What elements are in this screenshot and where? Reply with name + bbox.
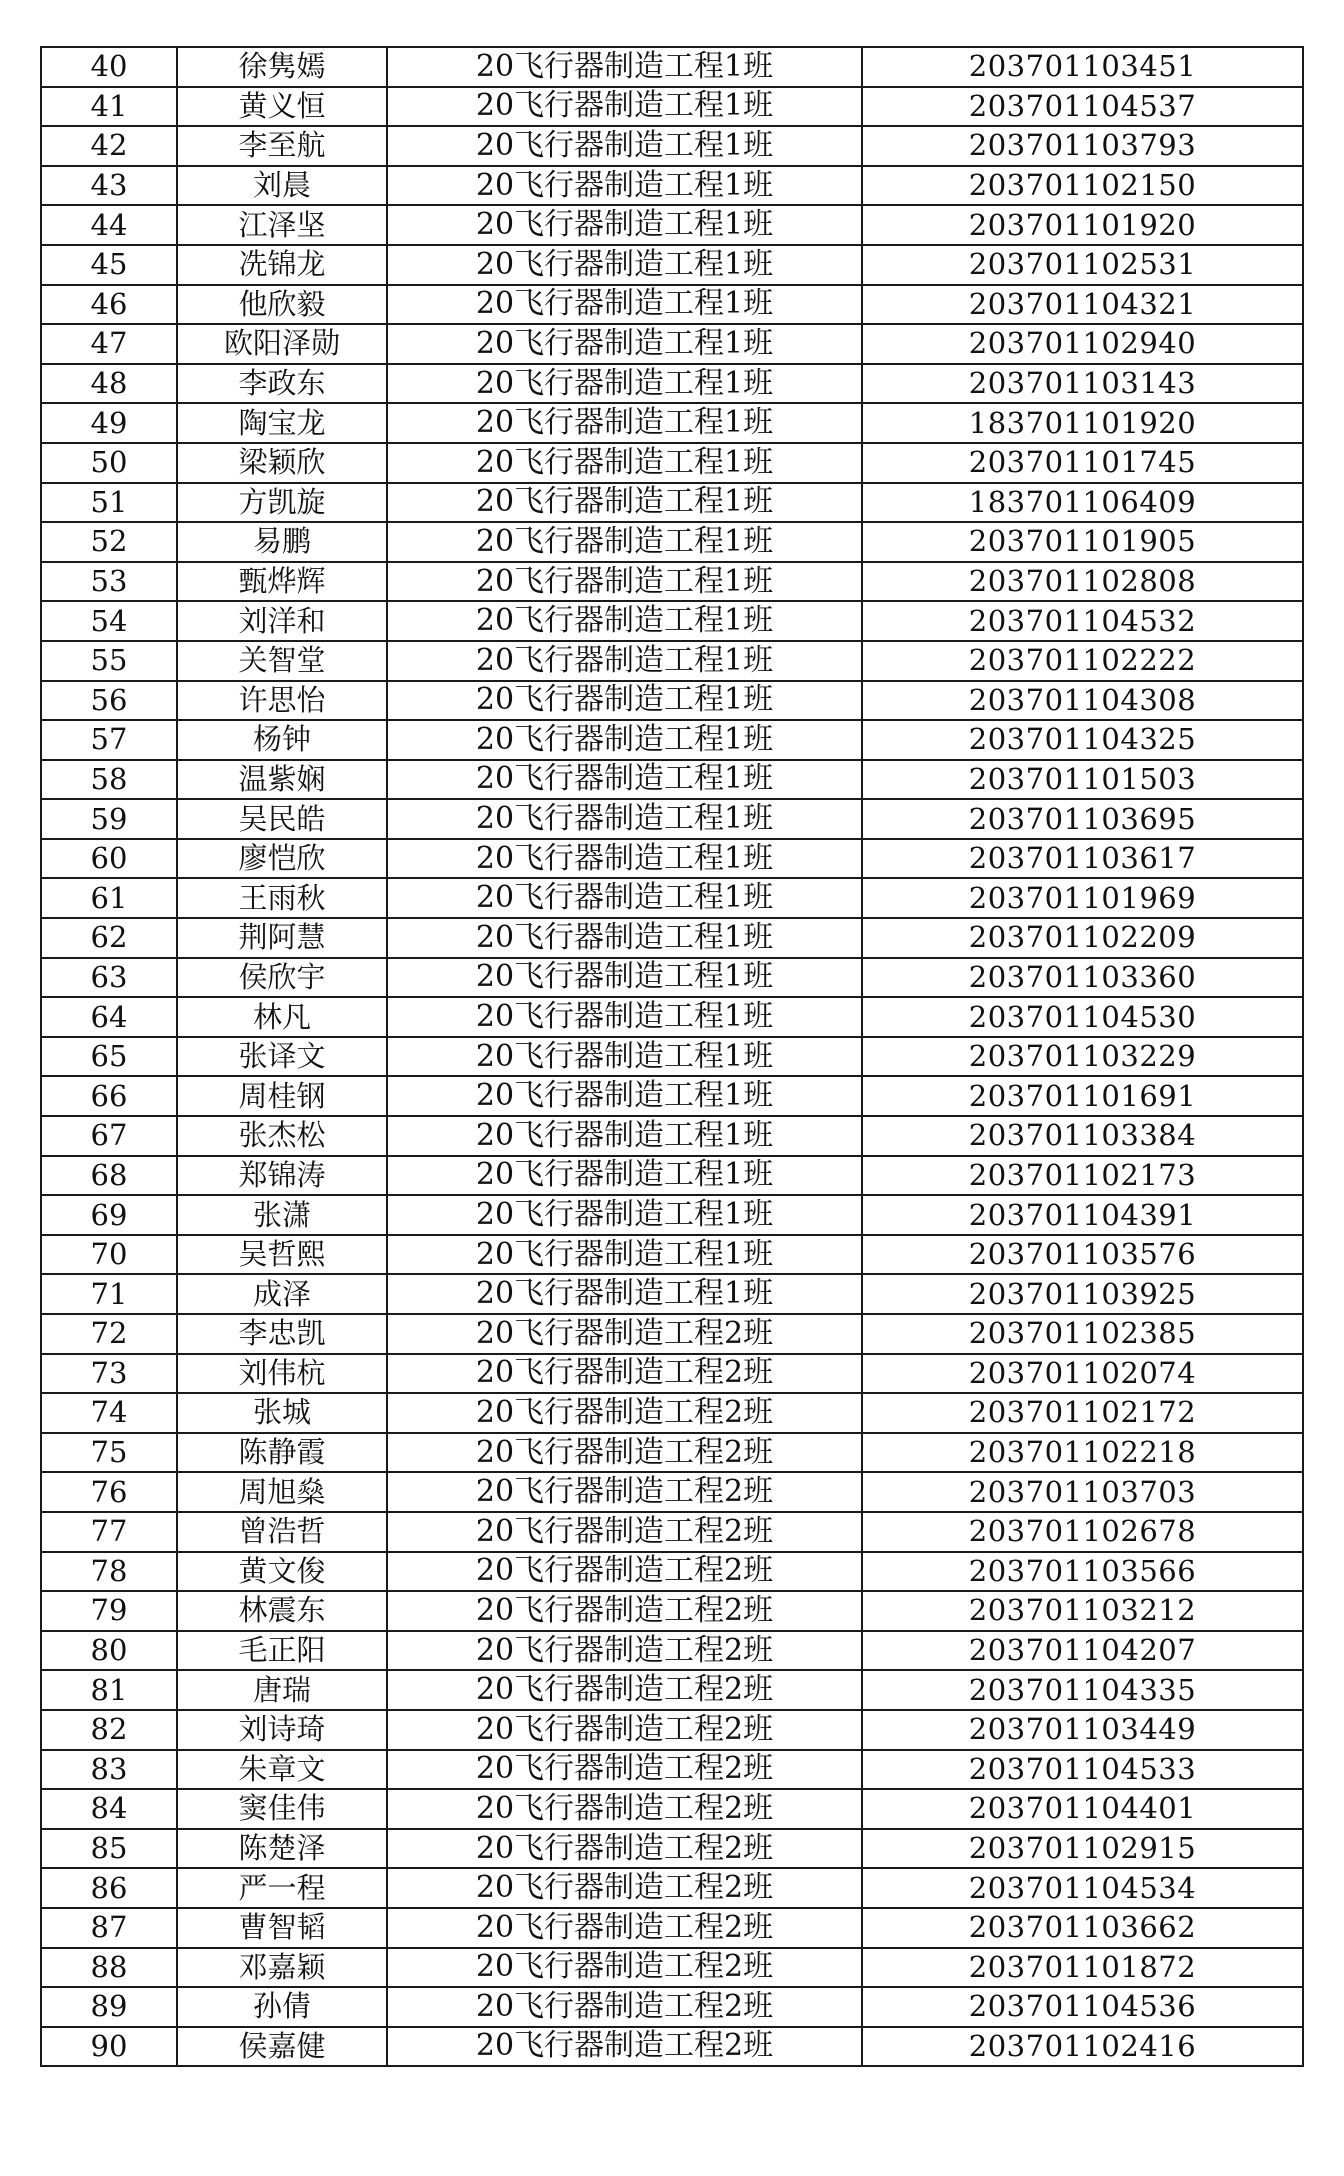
row-number-cell: 71 [41,1274,177,1314]
row-number-cell: 50 [41,443,177,483]
table-row [41,1195,1303,1235]
class-name-cell: 20飞行器制造工程2班 [387,1433,862,1473]
student-name-cell: 李忠凯 [177,1314,387,1354]
student-id-cell: 203701102940 [862,324,1303,364]
class-name-cell: 20飞行器制造工程1班 [387,47,862,87]
table-row [41,641,1303,681]
row-number-cell: 80 [41,1631,177,1671]
table-row [41,443,1303,483]
class-name-cell: 20飞行器制造工程1班 [387,1076,862,1116]
student-id-cell: 203701104207 [862,1631,1303,1671]
student-name-cell: 林凡 [177,997,387,1037]
table-row [41,1433,1303,1473]
row-number-cell: 87 [41,1908,177,1948]
student-id-cell: 203701103360 [862,958,1303,998]
row-number-cell: 82 [41,1710,177,1750]
row-number-cell: 79 [41,1591,177,1631]
student-id-cell: 203701104308 [862,681,1303,721]
student-id-cell: 203701101920 [862,205,1303,245]
class-name-cell: 20飞行器制造工程1班 [387,562,862,602]
student-name-cell: 毛正阳 [177,1631,387,1671]
student-id-cell: 203701103793 [862,126,1303,166]
row-number-cell: 42 [41,126,177,166]
row-number-cell: 90 [41,2027,177,2067]
student-id-cell: 203701101503 [862,760,1303,800]
student-id-cell: 203701103384 [862,1116,1303,1156]
student-id-cell: 203701103451 [862,47,1303,87]
class-name-cell: 20飞行器制造工程1班 [387,403,862,443]
student-id-cell: 203701103695 [862,799,1303,839]
student-id-cell: 203701104534 [862,1868,1303,1908]
row-number-cell: 62 [41,918,177,958]
student-id-cell: 203701102808 [862,562,1303,602]
student-id-cell: 203701104401 [862,1789,1303,1829]
student-id-cell: 203701104530 [862,997,1303,1037]
row-number-cell: 85 [41,1829,177,1869]
student-id-cell: 203701101969 [862,878,1303,918]
row-number-cell: 53 [41,562,177,602]
class-name-cell: 20飞行器制造工程2班 [387,1512,862,1552]
class-name-cell: 20飞行器制造工程1班 [387,1037,862,1077]
student-id-cell: 203701104391 [862,1195,1303,1235]
row-number-cell: 40 [41,47,177,87]
row-number-cell: 45 [41,245,177,285]
table-row [41,205,1303,245]
student-name-cell: 李政东 [177,364,387,404]
student-name-cell: 易鹏 [177,522,387,562]
class-name-cell: 20飞行器制造工程1班 [387,205,862,245]
student-name-cell: 周旭燊 [177,1472,387,1512]
table-row [41,601,1303,641]
class-name-cell: 20飞行器制造工程2班 [387,1670,862,1710]
class-name-cell: 20飞行器制造工程2班 [387,1750,862,1790]
table-row [41,87,1303,127]
row-number-cell: 47 [41,324,177,364]
class-name-cell: 20飞行器制造工程1班 [387,285,862,325]
student-name-cell: 朱章文 [177,1750,387,1790]
class-name-cell: 20飞行器制造工程1班 [387,878,862,918]
student-name-cell: 黄义恒 [177,87,387,127]
table-row [41,1631,1303,1671]
table-row [41,1393,1303,1433]
class-name-cell: 20飞行器制造工程2班 [387,1314,862,1354]
table-row [41,1314,1303,1354]
student-id-cell: 203701104321 [862,285,1303,325]
student-id-cell: 203701102172 [862,1393,1303,1433]
class-name-cell: 20飞行器制造工程2班 [387,1908,862,1948]
class-name-cell: 20飞行器制造工程1班 [387,799,862,839]
table-row [41,1868,1303,1908]
row-number-cell: 69 [41,1195,177,1235]
table-row [41,1829,1303,1869]
class-name-cell: 20飞行器制造工程1班 [387,126,862,166]
class-name-cell: 20飞行器制造工程1班 [387,1156,862,1196]
student-id-cell: 203701102150 [862,166,1303,206]
table-row [41,1156,1303,1196]
class-name-cell: 20飞行器制造工程2班 [387,1552,862,1592]
class-name-cell: 20飞行器制造工程1班 [387,997,862,1037]
student-name-cell: 刘诗琦 [177,1710,387,1750]
row-number-cell: 51 [41,483,177,523]
class-name-cell: 20飞行器制造工程2班 [387,1948,862,1988]
row-number-cell: 68 [41,1156,177,1196]
student-name-cell: 郑锦涛 [177,1156,387,1196]
row-number-cell: 70 [41,1235,177,1275]
student-name-cell: 吴民皓 [177,799,387,839]
row-number-cell: 81 [41,1670,177,1710]
table-row [41,681,1303,721]
table-row [41,1354,1303,1394]
class-name-cell: 20飞行器制造工程1班 [387,681,862,721]
student-id-cell: 203701101745 [862,443,1303,483]
class-name-cell: 20飞行器制造工程1班 [387,720,862,760]
row-number-cell: 55 [41,641,177,681]
table-row [41,285,1303,325]
student-id-cell: 203701103617 [862,839,1303,879]
student-name-cell: 成泽 [177,1274,387,1314]
student-id-cell: 203701102222 [862,641,1303,681]
table-row [41,1670,1303,1710]
row-number-cell: 75 [41,1433,177,1473]
table-row [41,483,1303,523]
student-name-cell: 张潇 [177,1195,387,1235]
student-name-cell: 侯欣宇 [177,958,387,998]
row-number-cell: 64 [41,997,177,1037]
student-name-cell: 严一程 [177,1868,387,1908]
row-number-cell: 67 [41,1116,177,1156]
row-number-cell: 89 [41,1987,177,2027]
row-number-cell: 44 [41,205,177,245]
student-id-cell: 203701102074 [862,1354,1303,1394]
student-id-cell: 203701103449 [862,1710,1303,1750]
class-name-cell: 20飞行器制造工程2班 [387,1393,862,1433]
class-name-cell: 20飞行器制造工程2班 [387,1987,862,2027]
row-number-cell: 49 [41,403,177,443]
row-number-cell: 72 [41,1314,177,1354]
student-name-cell: 邓嘉颖 [177,1948,387,1988]
row-number-cell: 43 [41,166,177,206]
student-id-cell: 203701104325 [862,720,1303,760]
table-row [41,1552,1303,1592]
row-number-cell: 84 [41,1789,177,1829]
student-id-cell: 203701102678 [862,1512,1303,1552]
class-name-cell: 20飞行器制造工程1班 [387,87,862,127]
row-number-cell: 58 [41,760,177,800]
row-number-cell: 63 [41,958,177,998]
row-number-cell: 60 [41,839,177,879]
student-id-cell: 203701103925 [862,1274,1303,1314]
student-name-cell: 方凯旋 [177,483,387,523]
class-name-cell: 20飞行器制造工程1班 [387,483,862,523]
row-number-cell: 56 [41,681,177,721]
class-name-cell: 20飞行器制造工程1班 [387,1235,862,1275]
table-row [41,1076,1303,1116]
student-id-cell: 203701101872 [862,1948,1303,1988]
class-name-cell: 20飞行器制造工程2班 [387,1829,862,1869]
student-id-cell: 203701104335 [862,1670,1303,1710]
student-name-cell: 陈楚泽 [177,1829,387,1869]
student-name-cell: 关智堂 [177,641,387,681]
class-name-cell: 20飞行器制造工程1班 [387,166,862,206]
student-name-cell: 徐隽嫣 [177,47,387,87]
student-name-cell: 张杰松 [177,1116,387,1156]
table-row [41,997,1303,1037]
table-row [41,1591,1303,1631]
student-name-cell: 刘晨 [177,166,387,206]
table-row [41,1274,1303,1314]
student-id-cell: 203701102416 [862,2027,1303,2067]
student-id-cell: 203701103229 [862,1037,1303,1077]
class-name-cell: 20飞行器制造工程1班 [387,245,862,285]
class-name-cell: 20飞行器制造工程1班 [387,760,862,800]
row-number-cell: 73 [41,1354,177,1394]
table-row [41,1037,1303,1077]
class-name-cell: 20飞行器制造工程1班 [387,443,862,483]
row-number-cell: 76 [41,1472,177,1512]
student-name-cell: 刘伟杭 [177,1354,387,1394]
class-name-cell: 20飞行器制造工程1班 [387,918,862,958]
row-number-cell: 54 [41,601,177,641]
class-name-cell: 20飞行器制造工程2班 [387,2027,862,2067]
student-id-cell: 203701102915 [862,1829,1303,1869]
student-name-cell: 张译文 [177,1037,387,1077]
class-name-cell: 20飞行器制造工程1班 [387,1116,862,1156]
table-row [41,720,1303,760]
class-name-cell: 20飞行器制造工程2班 [387,1472,862,1512]
table-row [41,760,1303,800]
table-row [41,522,1303,562]
student-name-cell: 梁颖欣 [177,443,387,483]
student-name-cell: 侯嘉健 [177,2027,387,2067]
row-number-cell: 61 [41,878,177,918]
table-row [41,799,1303,839]
table-row [41,918,1303,958]
row-number-cell: 52 [41,522,177,562]
student-id-cell: 203701103703 [862,1472,1303,1512]
table-row [41,245,1303,285]
row-number-cell: 41 [41,87,177,127]
class-name-cell: 20飞行器制造工程1班 [387,1274,862,1314]
student-name-cell: 许思怡 [177,681,387,721]
class-name-cell: 20飞行器制造工程1班 [387,958,862,998]
class-name-cell: 20飞行器制造工程2班 [387,1710,862,1750]
student-name-cell: 王雨秋 [177,878,387,918]
student-id-cell: 203701102385 [862,1314,1303,1354]
table-row [41,364,1303,404]
table-row [41,562,1303,602]
student-name-cell: 陶宝龙 [177,403,387,443]
student-id-cell: 203701101691 [862,1076,1303,1116]
student-name-cell: 冼锦龙 [177,245,387,285]
student-id-cell: 183701101920 [862,403,1303,443]
student-id-cell: 203701104533 [862,1750,1303,1790]
student-name-cell: 廖恺欣 [177,839,387,879]
student-list-body [41,47,1303,2066]
student-id-cell: 183701106409 [862,483,1303,523]
table-row [41,1235,1303,1275]
student-name-cell: 曹智韬 [177,1908,387,1948]
student-name-cell: 温紫娴 [177,760,387,800]
student-id-cell: 203701103566 [862,1552,1303,1592]
row-number-cell: 46 [41,285,177,325]
student-name-cell: 甄烨辉 [177,562,387,602]
table-row [41,1948,1303,1988]
class-name-cell: 20飞行器制造工程2班 [387,1354,862,1394]
row-number-cell: 83 [41,1750,177,1790]
class-name-cell: 20飞行器制造工程1班 [387,601,862,641]
table-row [41,958,1303,998]
class-name-cell: 20飞行器制造工程2班 [387,1789,862,1829]
class-name-cell: 20飞行器制造工程2班 [387,1591,862,1631]
row-number-cell: 48 [41,364,177,404]
class-name-cell: 20飞行器制造工程2班 [387,1631,862,1671]
row-number-cell: 86 [41,1868,177,1908]
class-name-cell: 20飞行器制造工程1班 [387,839,862,879]
row-number-cell: 77 [41,1512,177,1552]
table-row [41,1710,1303,1750]
row-number-cell: 74 [41,1393,177,1433]
student-id-cell: 203701102531 [862,245,1303,285]
table-row [41,1987,1303,2027]
class-name-cell: 20飞行器制造工程1班 [387,364,862,404]
student-id-cell: 203701102209 [862,918,1303,958]
row-number-cell: 57 [41,720,177,760]
class-name-cell: 20飞行器制造工程1班 [387,324,862,364]
student-id-cell: 203701104536 [862,1987,1303,2027]
student-id-cell: 203701102173 [862,1156,1303,1196]
student-name-cell: 孙倩 [177,1987,387,2027]
class-name-cell: 20飞行器制造工程1班 [387,641,862,681]
table-row [41,2027,1303,2067]
row-number-cell: 65 [41,1037,177,1077]
row-number-cell: 78 [41,1552,177,1592]
student-name-cell: 杨钟 [177,720,387,760]
student-name-cell: 周桂钢 [177,1076,387,1116]
table-row [41,403,1303,443]
student-name-cell: 窦佳伟 [177,1789,387,1829]
student-name-cell: 江泽坚 [177,205,387,245]
student-name-cell: 唐瑞 [177,1670,387,1710]
student-id-cell: 203701103212 [862,1591,1303,1631]
table-row [41,1116,1303,1156]
student-id-cell: 203701104537 [862,87,1303,127]
row-number-cell: 66 [41,1076,177,1116]
table-row [41,1512,1303,1552]
student-id-cell: 203701103576 [862,1235,1303,1275]
row-number-cell: 59 [41,799,177,839]
table-row [41,324,1303,364]
student-name-cell: 林震东 [177,1591,387,1631]
row-number-cell: 88 [41,1948,177,1988]
student-list-table [40,46,1304,2067]
student-name-cell: 吴哲熙 [177,1235,387,1275]
student-id-cell: 203701103662 [862,1908,1303,1948]
table-row [41,1908,1303,1948]
table-row [41,1789,1303,1829]
table-row [41,1750,1303,1790]
table-row [41,126,1303,166]
student-name-cell: 黄文俊 [177,1552,387,1592]
student-id-cell: 203701103143 [862,364,1303,404]
student-name-cell: 张城 [177,1393,387,1433]
class-name-cell: 20飞行器制造工程1班 [387,1195,862,1235]
table-row [41,166,1303,206]
class-name-cell: 20飞行器制造工程1班 [387,522,862,562]
student-name-cell: 曾浩哲 [177,1512,387,1552]
table-row [41,1472,1303,1512]
table-row [41,839,1303,879]
table-row [41,47,1303,87]
student-id-cell: 203701104532 [862,601,1303,641]
student-id-cell: 203701102218 [862,1433,1303,1473]
student-name-cell: 他欣毅 [177,285,387,325]
student-name-cell: 荆阿慧 [177,918,387,958]
table-row [41,878,1303,918]
student-name-cell: 陈静霞 [177,1433,387,1473]
student-name-cell: 刘洋和 [177,601,387,641]
student-name-cell: 欧阳泽勋 [177,324,387,364]
student-id-cell: 203701101905 [862,522,1303,562]
class-name-cell: 20飞行器制造工程2班 [387,1868,862,1908]
student-name-cell: 李至航 [177,126,387,166]
